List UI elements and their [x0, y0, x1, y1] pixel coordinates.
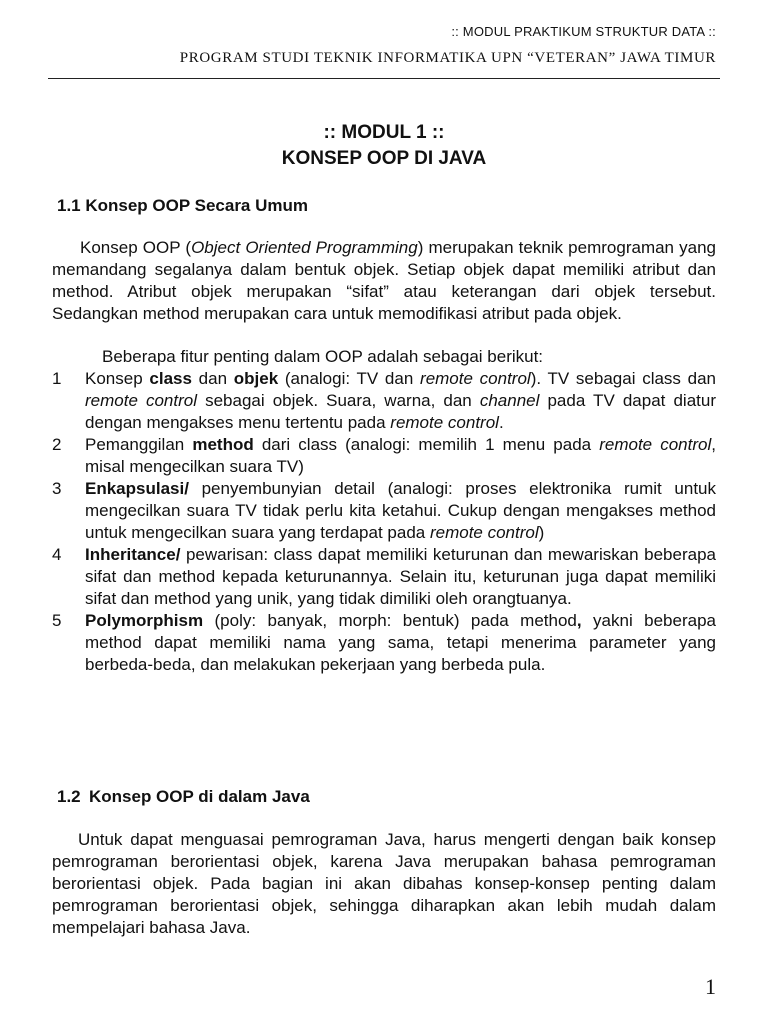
- section-heading-1-1: 1.1 Konsep OOP Secara Umum: [57, 196, 309, 215]
- page-number: 1: [705, 974, 716, 999]
- intro-text-a: Konsep OOP (: [80, 238, 192, 257]
- list-item-text: (poly: banyak, morph: bentuk) pada method: [203, 611, 577, 630]
- section-heading-text: Konsep OOP di dalam Java: [89, 787, 310, 806]
- list-item-text: (analogi: TV dan: [278, 369, 421, 388]
- list-item-text: pada TV dapat diatur dengan mengakses menu tertentu pada: [85, 391, 716, 432]
- list-item-italic: remote control: [599, 435, 712, 454]
- list-item-text: dan: [191, 369, 234, 388]
- features-intro-paragraph: Beberapa fitur penting dalam OOP adalah sebagai berikut:: [102, 347, 544, 366]
- header-module-title: :: MODUL PRAKTIKUM STRUKTUR DATA ::: [451, 24, 716, 39]
- list-item-italic: remote control: [85, 391, 198, 410]
- java-oop-paragraph: Untuk dapat menguasai pemrograman Java, harus mengerti dengan baik konsep pemrograman berorientasi objek, karena Java merupakan bahasa pemrograman berorientasi objek. Pada bagian ini akan dibahas konsep-konsep penting dalam pemrograman berorientasi objek, sehingga diharapkan akan lebih mudah dalam mempelajari bahasa Java.: [52, 830, 716, 937]
- list-item-text: Pemanggilan: [85, 435, 193, 454]
- list-item-term: method: [192, 435, 254, 454]
- list-item-italic: remote control: [420, 369, 531, 388]
- list-item: [52, 478, 716, 544]
- list-item-text: , misal mengecilkan suara TV): [85, 435, 716, 476]
- oop-features-list: [52, 368, 716, 676]
- list-item-term: class: [149, 369, 192, 388]
- module-main-title: KONSEP OOP DI JAVA: [281, 148, 487, 169]
- list-item-text: ). TV sebagai class dan: [530, 369, 717, 388]
- list-item-number: 4: [52, 545, 62, 564]
- list-item-text: pewarisan: class dapat memiliki keturunan dan mewariskan beberapa sifat dan method kepada keturunannya. Selain itu, keturunan juga dapat memiliki sifat dan method yang unik, yang tidak dimiliki oleh orangtuanya.: [85, 545, 716, 608]
- intro-text-c: ) merupakan teknik pemrograman yang memandang segalanya dalam bentuk objek. Setiap objek dapat memiliki atribut dan method. Atribut objek merupakan “sifat” atau keterangan dari objek tersebut. Sedangkan method merupakan cara untuk memodifikasi atribut pada objek.: [52, 238, 716, 323]
- list-item-number: 5: [52, 611, 62, 630]
- list-item-term: Polymorphism: [85, 611, 204, 630]
- header-divider: [48, 78, 720, 79]
- list-item-text: dari class (analogi: memilih 1 menu pada: [253, 435, 600, 454]
- module-number-title: :: MODUL 1 ::: [323, 122, 445, 143]
- list-item-text: penyembunyian detail (analogi: proses elektronika rumit untuk mengecilkan suara TV tidak perlu kita ketahui. Cukup dengan mengakses method untuk mengecilkan suara yang terdapat pada: [85, 479, 716, 542]
- list-item-text: sebagai objek. Suara, warna, dan: [197, 391, 480, 410]
- list-item-term: ,: [576, 611, 582, 630]
- list-item-number: 1: [52, 369, 62, 388]
- list-item-term: Inheritance/: [85, 545, 181, 564]
- list-item-term: Enkapsulasi/: [85, 479, 189, 498]
- list-item: [52, 368, 716, 434]
- list-item-italic: channel: [479, 391, 540, 410]
- list-item-italic: remote control: [429, 523, 539, 542]
- list-item-italic: remote control: [390, 413, 499, 432]
- list-item-text: Konsep: [85, 369, 150, 388]
- section-heading-1-2: [57, 787, 310, 807]
- list-item-text: yakni beberapa method dapat memiliki nama yang sama, tetapi menerima parameter yang berbeda-beda, dan melakukan pekerjaan yang berbeda pula.: [85, 611, 716, 674]
- header-program-title: PROGRAM STUDI TEKNIK INFORMATIKA UPN “VETERAN” JAWA TIMUR: [179, 50, 716, 66]
- section-number: 1.2: [57, 787, 81, 806]
- list-item: [52, 544, 716, 610]
- list-item-text: ): [538, 523, 545, 542]
- list-item-number: 3: [52, 479, 62, 498]
- list-item: [52, 434, 716, 478]
- list-item-text: .: [498, 413, 504, 432]
- intro-text-oop-term: Object Oriented Programming: [191, 238, 418, 257]
- list-item-term: objek: [233, 369, 279, 388]
- intro-paragraph: [52, 237, 716, 325]
- list-item: [52, 610, 716, 676]
- list-item-number: 2: [52, 435, 62, 454]
